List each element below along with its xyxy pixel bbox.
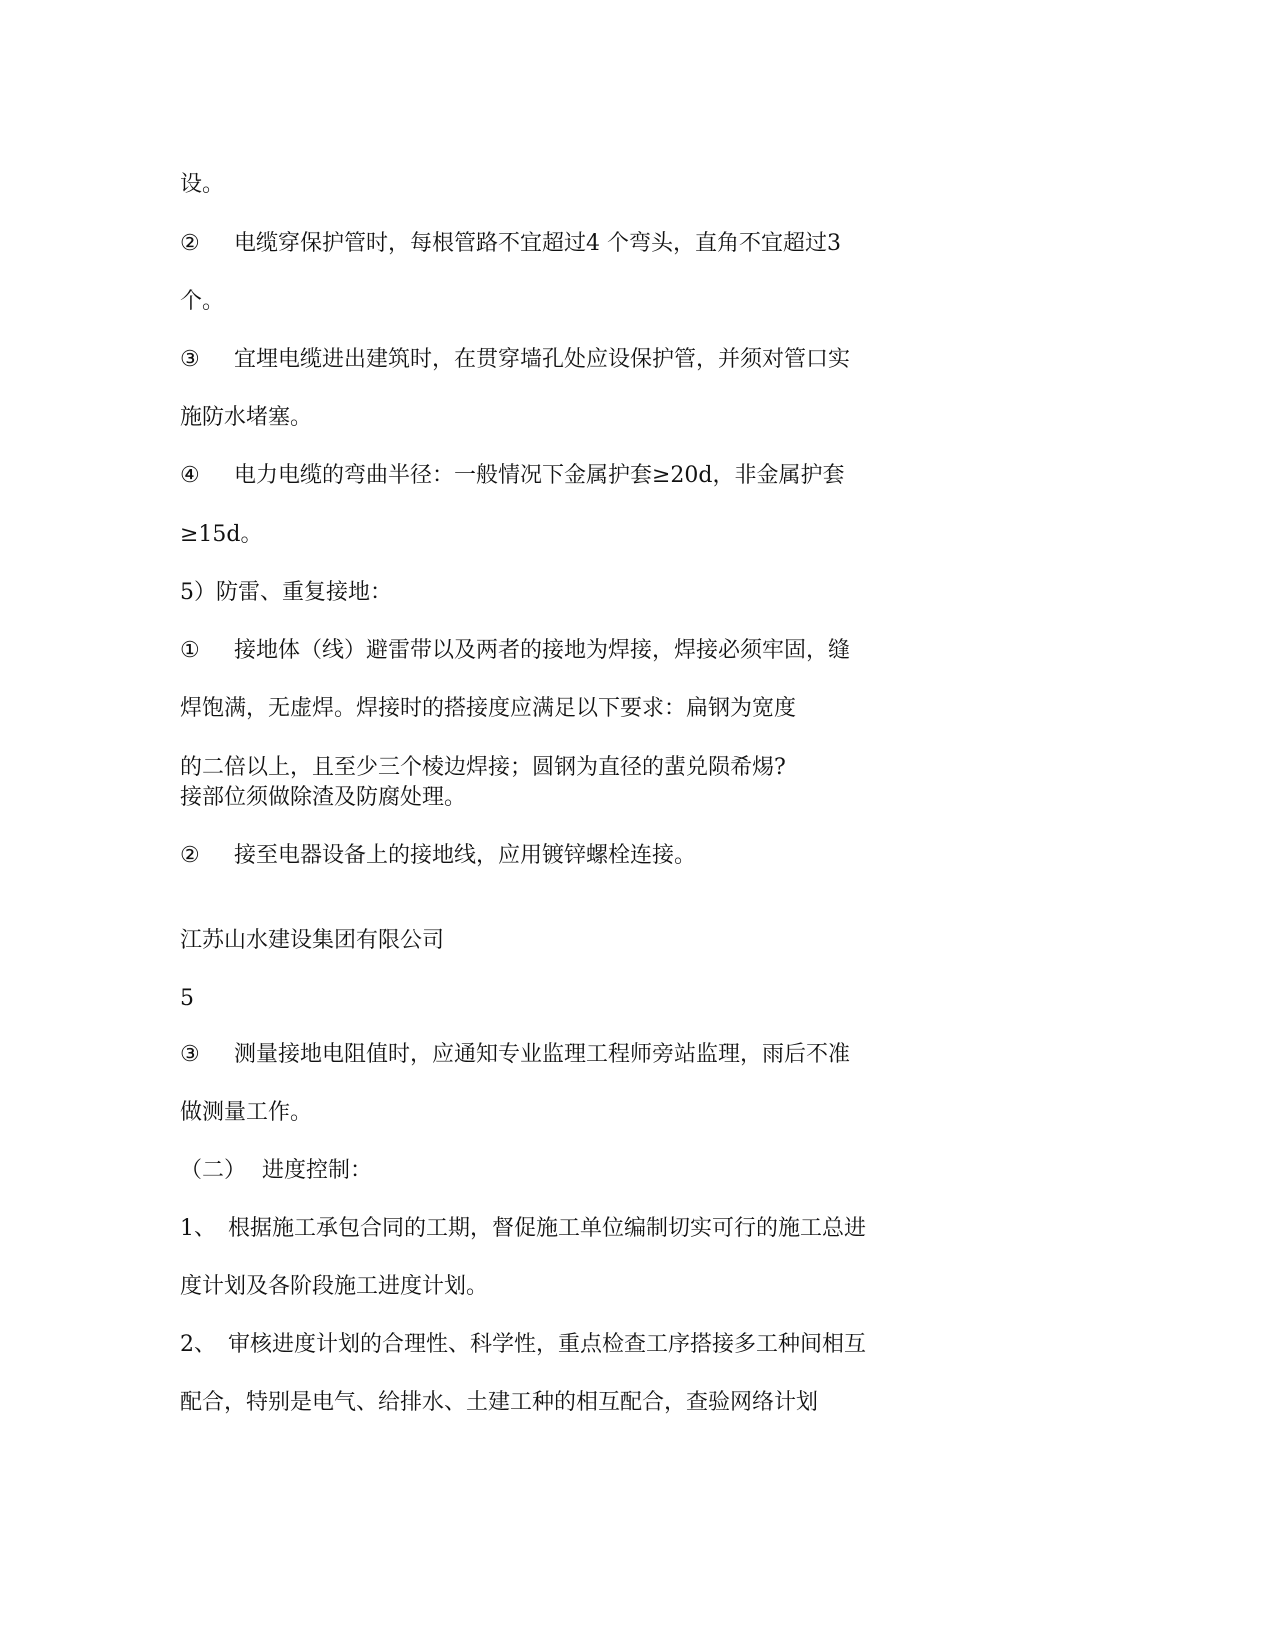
line-text: 测量接地电阻值时，应通知专业监理工程师旁站监理，雨后不准 (234, 1042, 851, 1067)
line-text: 接至电器设备上的接地线，应用镀锌螺栓连接。 (234, 843, 697, 868)
list-item (180, 347, 850, 373)
line-text: 接部位须做除渣及防腐处理。 (180, 785, 467, 810)
line-text: 的二倍以上，且至少三个棱边焊接；圆钢为直径的蜚兑陨希焬? (180, 755, 786, 780)
list-item (180, 1042, 850, 1068)
item-number: ③ (180, 347, 200, 372)
line-text: 进度控制： (262, 1158, 373, 1183)
line-text: 5）防雷、重复接地： (180, 580, 392, 605)
list-item (180, 463, 845, 489)
line-text: 江苏山水建设集团有限公司 (180, 928, 445, 953)
item-number: ③ (180, 1042, 200, 1067)
text-line (180, 172, 224, 198)
line-text: 电缆穿保护管时，每根管路不宜超过4 个弯头，直角不宜超过3 (234, 231, 841, 256)
item-number: 1、 (180, 1216, 216, 1241)
item-number: 2、 (180, 1332, 216, 1357)
line-text: 设。 (180, 172, 225, 197)
line-text: 个。 (180, 289, 225, 314)
text-line (180, 522, 263, 548)
line-text: 配合，特别是电气、给排水、土建工种的相互配合，查验网络计划 (180, 1390, 819, 1415)
line-text: 焊饱满，无虚焊。焊接时的搭接度应满足以下要求：扁钢为宽度 (180, 696, 797, 721)
line-text: 宜埋电缆进出建筑时，在贯穿墙孔处应设保护管，并须对管口实 (234, 347, 851, 372)
line-text: 5 (180, 986, 194, 1011)
text-line (180, 785, 466, 811)
line-text: 电力电缆的弯曲半径：一般情况下金属护套≥20d，非金属护套 (234, 463, 845, 488)
line-text: 做测量工作。 (180, 1100, 313, 1125)
company-name (180, 928, 444, 954)
text-line (180, 755, 786, 781)
list-item (180, 1216, 866, 1242)
line-text: 施防水堵塞。 (180, 405, 313, 430)
list-item (180, 1332, 866, 1358)
line-text: 接地体（线）避雷带以及两者的接地为焊接，焊接必须牢固，缝 (234, 638, 851, 663)
section-heading (180, 580, 392, 606)
line-text: 度计划及各阶段施工进度计划。 (180, 1274, 489, 1299)
item-number: ④ (180, 463, 200, 488)
item-number: ① (180, 638, 200, 663)
page-number (180, 986, 194, 1012)
list-item (180, 231, 841, 257)
list-item (180, 638, 850, 664)
section-number: （二） (180, 1158, 247, 1183)
text-line (180, 1100, 312, 1126)
text-line (180, 289, 224, 315)
text-line (180, 696, 796, 722)
line-text: 根据施工承包合同的工期，督促施工单位编制切实可行的施工总进 (228, 1216, 867, 1241)
item-number: ② (180, 231, 200, 256)
item-number: ② (180, 843, 200, 868)
text-line (180, 1390, 818, 1416)
text-line (180, 405, 312, 431)
list-item (180, 843, 696, 869)
text-line (180, 1274, 488, 1300)
line-text: ≥15d。 (180, 522, 263, 547)
section-heading (180, 1158, 372, 1184)
line-text: 审核进度计划的合理性、科学性，重点检查工序搭接多工种间相互 (228, 1332, 867, 1357)
